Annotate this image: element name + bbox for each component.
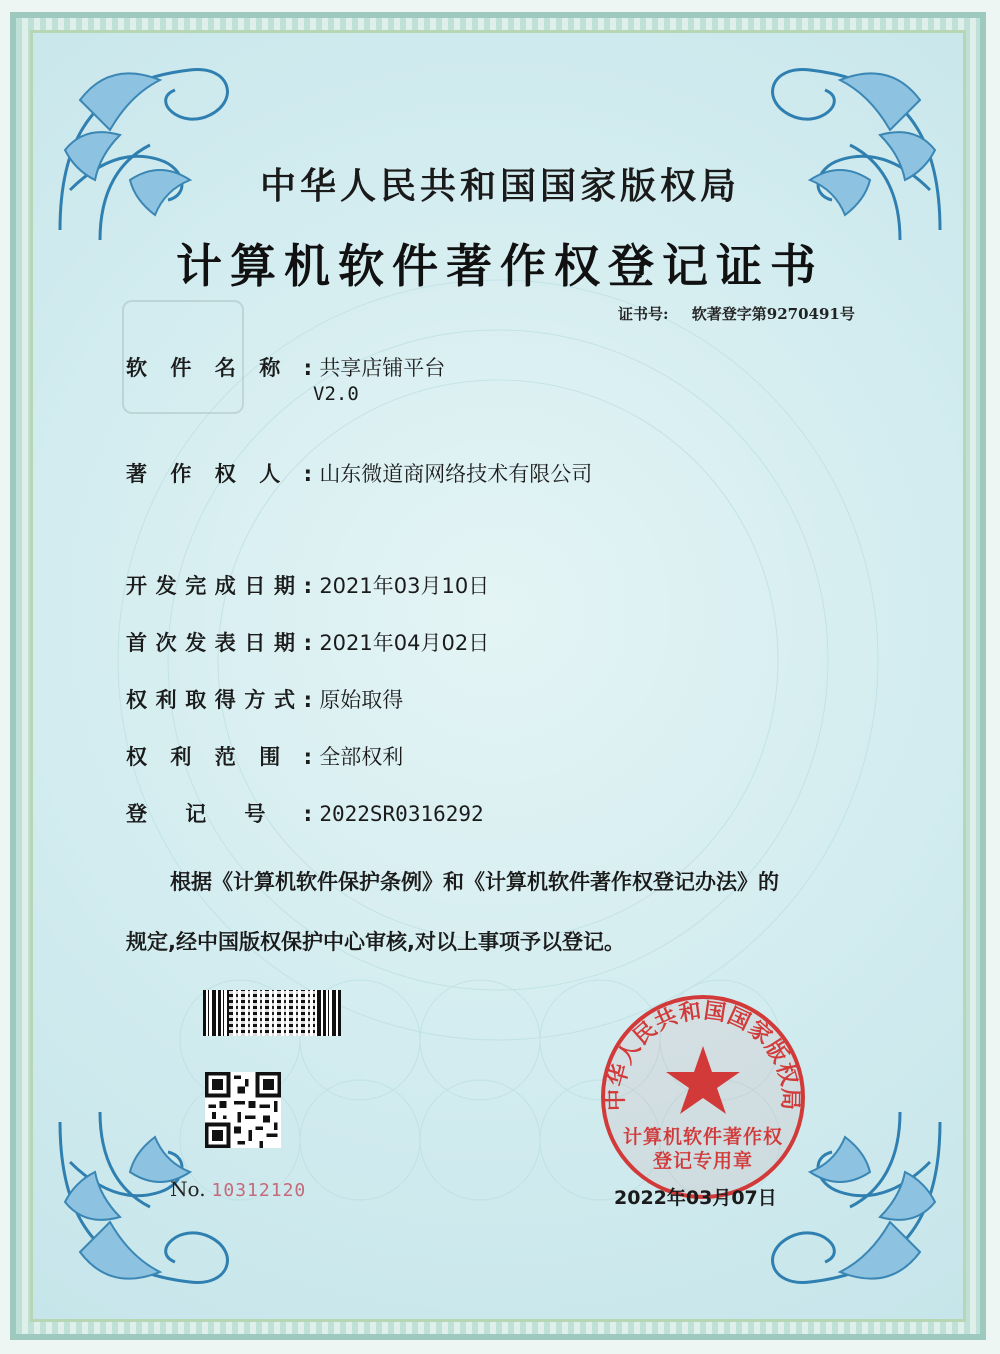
serial-number: [170, 1177, 306, 1201]
statement-line-2: 规定,经中国版权保护中心审核,对以上事项予以登记。: [126, 930, 625, 954]
qr-code: [205, 1072, 281, 1148]
serial-prefix: No.: [170, 1177, 206, 1201]
barcode-data-block: [229, 990, 315, 1036]
scope-label: 权利范围:: [126, 745, 312, 769]
serial-number-value: 10312120: [211, 1180, 307, 1201]
certificate-number: [618, 303, 855, 324]
owner-label: 著作权人:: [126, 462, 312, 486]
pub-date-value: 2021年04月02日: [319, 631, 490, 655]
seal-text-line-1: 计算机软件著作权: [622, 1126, 783, 1148]
registration-number-row: [126, 798, 484, 828]
registration-number-value: 2022SR0316292: [319, 802, 484, 826]
certificate-title: 计算机软件著作权登记证书: [176, 239, 824, 293]
pub-date-label: 首次发表日期:: [126, 631, 312, 655]
dev-date-label: 开发完成日期:: [126, 574, 312, 598]
corner-ornament-top-right: [750, 40, 960, 250]
certificate-number-label: 证书号:: [618, 305, 669, 323]
scope-row: [126, 741, 403, 771]
issue-date: 2022年03月07日: [614, 1187, 777, 1209]
corner-ornament-top-left: [40, 40, 250, 250]
certificate-number-value: 软著登字第9270491号: [691, 305, 855, 323]
owner-row: [126, 458, 592, 488]
barcode: [203, 990, 341, 1036]
seal-text-line-2: 登记专用章: [652, 1150, 753, 1172]
scope-value: 全部权利: [319, 745, 404, 769]
acquisition-row: [126, 684, 403, 714]
dev-date-row: [126, 570, 489, 600]
dev-date-value: 2021年03月10日: [319, 574, 490, 598]
pub-date-row: [126, 627, 489, 657]
acquisition-label: 权利取得方式:: [126, 688, 312, 712]
statement-line-1: 根据《计算机软件保护条例》和《计算机软件著作权登记办法》的: [170, 870, 779, 894]
software-version: V2.0: [313, 383, 359, 405]
software-name-label: 软件名称:: [126, 356, 312, 380]
owner-value: 山东微道商网络技术有限公司: [319, 462, 593, 486]
acquisition-value: 原始取得: [319, 688, 404, 712]
software-name-row: [126, 352, 445, 382]
registration-number-label: 登记号:: [126, 802, 312, 826]
issuer-heading: 中华人民共和国国家版权局: [259, 166, 740, 207]
seal-arc-text: 中华人民共和国国家版权局: [603, 998, 803, 1112]
software-name-value: 共享店铺平台: [319, 356, 446, 380]
